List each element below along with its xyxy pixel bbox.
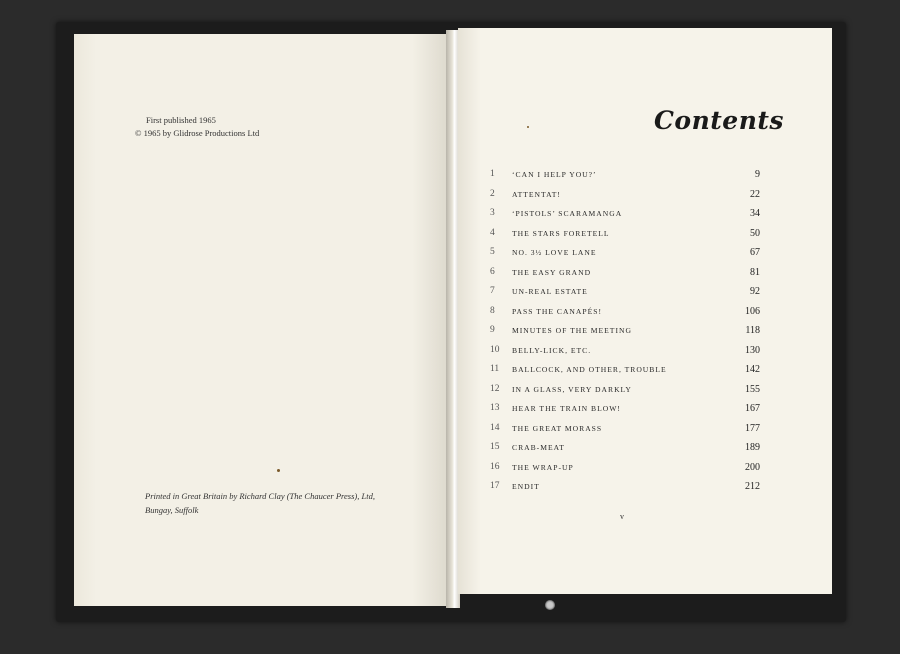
chapter-page-number: 155	[745, 383, 760, 395]
printer-line-1: Printed in Great Britain by Richard Clay (The Chaucer Press), Ltd,	[145, 491, 375, 501]
chapter-page-number: 92	[750, 286, 760, 297]
chapter-number: 7	[490, 286, 495, 296]
chapter-number: 8	[490, 305, 495, 316]
chapter-title: CRAB-MEAT	[512, 443, 565, 452]
left-page	[74, 34, 450, 606]
chapter-title: ‘CAN I HELP YOU?’	[512, 170, 597, 179]
chapter-title: IN A GLASS, VERY DARKLY	[512, 384, 632, 394]
printer-line-2: Bungay, Suffolk	[145, 505, 199, 515]
chapter-number: 14	[490, 422, 500, 433]
chapter-page-number: 118	[745, 325, 760, 336]
chapter-title: ATTENTAT!	[512, 189, 561, 199]
chapter-title: THE GREAT MORASS	[512, 423, 603, 433]
contents-entry	[490, 423, 760, 439]
chapter-page-number: 212	[745, 481, 760, 492]
chapter-title: ENDIT	[512, 482, 540, 491]
chapter-number: 4	[490, 227, 495, 238]
chapter-title: THE STARS FORETELL	[512, 228, 610, 238]
chapter-title: HEAR THE TRAIN BLOW!	[512, 404, 621, 413]
chapter-number: 3	[490, 208, 495, 218]
contents-entry	[490, 228, 760, 244]
page-folio: v	[620, 512, 624, 521]
contents-entry	[490, 306, 760, 322]
first-published-text: First published 1965	[146, 115, 216, 125]
copyright-text: © 1965 by Glidrose Productions Ltd	[135, 128, 260, 138]
scanner-hole	[545, 600, 555, 610]
contents-entry	[490, 189, 760, 205]
contents-entry	[490, 208, 760, 224]
chapter-number: 9	[490, 325, 495, 335]
chapter-page-number: 142	[745, 364, 760, 375]
chapter-page-number: 200	[745, 461, 760, 473]
chapter-page-number: 22	[750, 188, 760, 200]
chapter-number: 12	[490, 383, 500, 394]
chapter-page-number: 50	[750, 227, 760, 239]
contents-entry	[490, 481, 760, 497]
chapter-page-number: 189	[745, 442, 760, 453]
chapter-number: 5	[490, 247, 495, 257]
chapter-page-number: 34	[750, 208, 760, 219]
chapter-page-number: 67	[750, 247, 760, 258]
chapter-title: THE EASY GRAND	[512, 267, 592, 277]
chapter-title: PASS THE CANAPÉS!	[512, 306, 603, 316]
paper-speck	[277, 469, 280, 472]
chapter-page-number: 106	[745, 305, 760, 317]
chapter-number: 2	[490, 188, 495, 199]
chapter-page-number: 130	[745, 344, 760, 356]
chapter-page-number: 167	[745, 403, 760, 414]
contents-entry	[490, 403, 760, 419]
chapter-number: 13	[490, 403, 500, 413]
chapter-title: UN-REAL ESTATE	[512, 287, 588, 296]
chapter-page-number: 9	[755, 169, 760, 180]
chapter-title: MINUTES OF THE MEETING	[512, 326, 632, 335]
contents-heading: Contents	[654, 106, 785, 135]
contents-entry	[490, 442, 760, 458]
contents-entry	[490, 462, 760, 478]
contents-entry	[490, 169, 760, 185]
contents-entry	[490, 267, 760, 283]
chapter-number: 16	[490, 461, 500, 472]
chapter-number: 17	[490, 481, 500, 491]
contents-entry	[490, 325, 760, 341]
contents-entry	[490, 364, 760, 380]
chapter-number: 11	[490, 364, 500, 374]
chapter-page-number: 177	[745, 422, 760, 434]
contents-entry	[490, 247, 760, 263]
contents-entry	[490, 345, 760, 361]
chapter-title: NO. 3½ LOVE LANE	[512, 248, 597, 257]
chapter-number: 1	[490, 169, 495, 179]
chapter-title: THE WRAP-UP	[512, 462, 574, 472]
contents-entry	[490, 286, 760, 302]
chapter-title: ‘PISTOLS’ SCARAMANGA	[512, 209, 623, 218]
chapter-number: 10	[490, 344, 500, 355]
chapter-title: BELLY-LICK, ETC.	[512, 345, 592, 355]
chapter-number: 6	[490, 266, 495, 277]
printer-imprint	[145, 489, 375, 517]
contents-entry	[490, 384, 760, 400]
chapter-page-number: 81	[750, 266, 760, 278]
paper-speck	[527, 126, 529, 128]
chapter-number: 15	[490, 442, 500, 452]
chapter-title: BALLCOCK, AND OTHER, TROUBLE	[512, 365, 667, 374]
